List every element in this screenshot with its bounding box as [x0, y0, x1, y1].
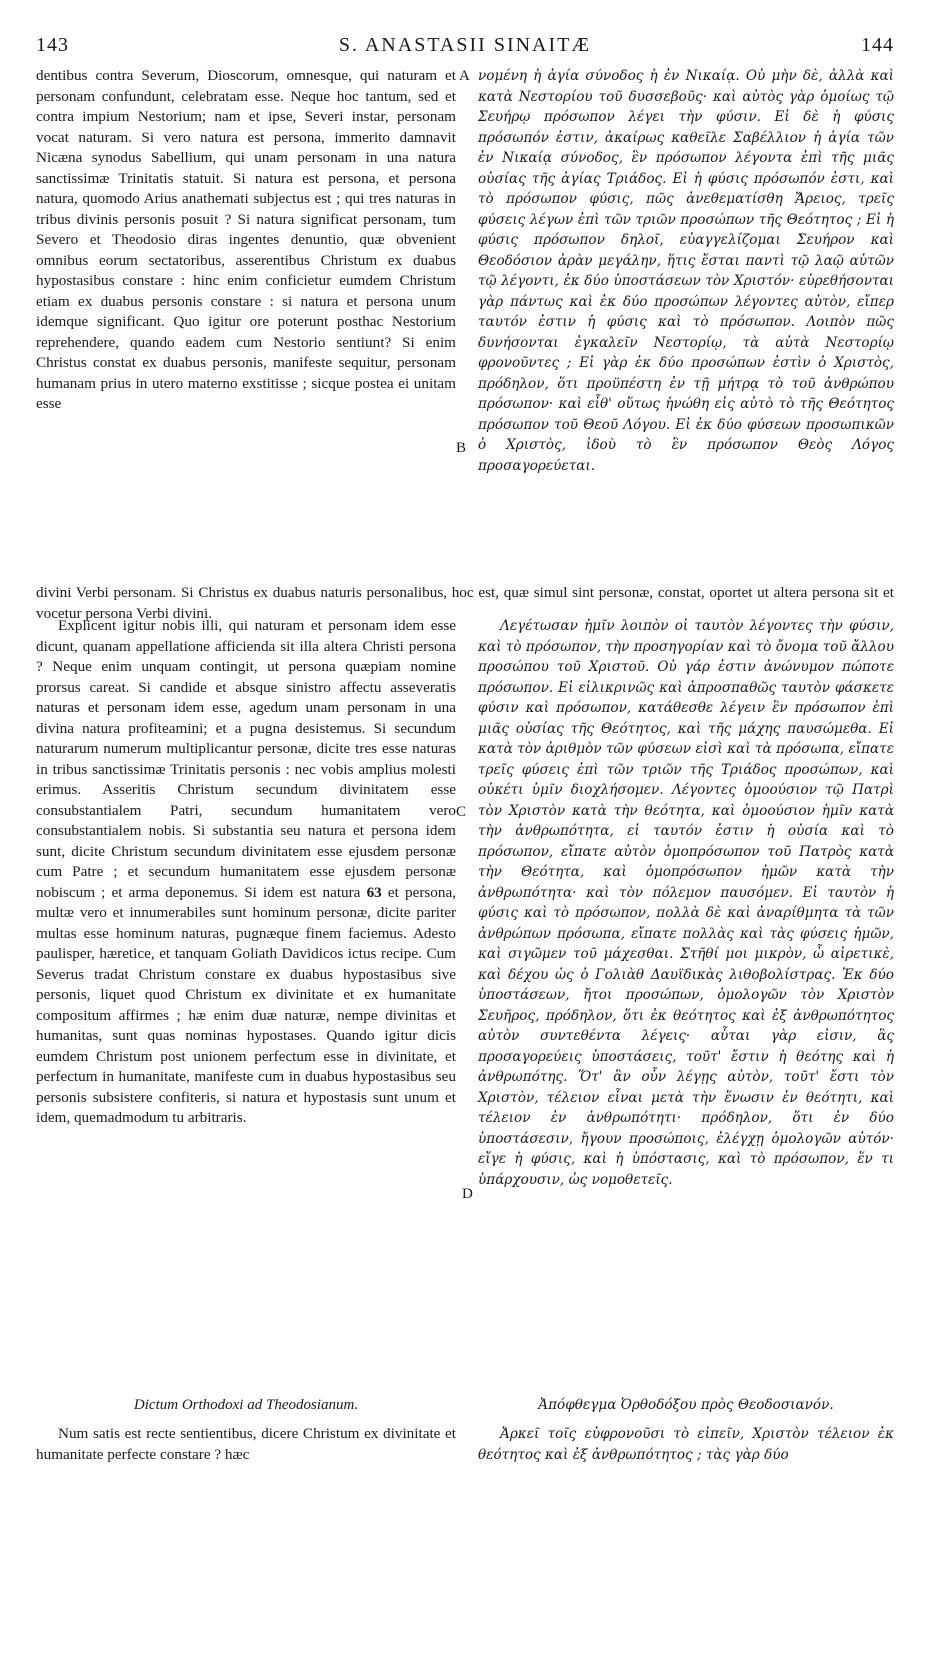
- greek-column-section2: [478, 616, 894, 1288]
- latin-paragraph-2: [36, 616, 456, 1129]
- margin-marker-c: C: [456, 804, 467, 820]
- running-title: S. ANASTASII SINAITÆ: [338, 34, 592, 56]
- page-header: [36, 34, 894, 60]
- inline-sheet-mark: 63: [366, 883, 382, 901]
- latin-section-heading: Dictum Orthodoxi ad Theodosianum.: [133, 1397, 359, 1413]
- latin-paragraph-2b: et persona, multæ vero et innumerabiles sunt hominum personæ, dicite pariter multas esse hominum naturas, pugnæque finem faciemus. Adesto paulisper, hæretice, et tanquam Goliath Davidicos ictus recipe. Cum Severus tradat Christum constare ex duabus hypostasibus sive personis, liquet quod Christum ex divinitate et ex humanitate compositum affirmes ; hæ enim duæ naturæ, nempe divinitas et humanitas, sunt quas nominas hypostases. Quando igitur dicis eumdem Christum post unionem perfectum esse in divinitate, et perfectum in humanitate, manifeste cum in duabus hypostasibus seu personis subsistere confiteris, si natura et hypostasis sunt unum et idem, quemadmodum tu arbitraris.: [36, 883, 457, 1126]
- margin-marker-d: D: [462, 1186, 473, 1202]
- latin-paragraph-3: Num satis est recte sentientibus, dicere Christum ex divinitate et humanitate perfecte constare ? hæc: [36, 1425, 456, 1463]
- page-number-right: 144: [861, 34, 894, 56]
- greek-paragraph-3: Ἀρκεῖ τοῖς εὐφρονοῦσι τὸ εἰπεῖν, Χριστὸν τέλειον ἐκ θεότητος καὶ ἐξ ἀνθρωπότητος ; τὰς γὰρ δύο: [478, 1426, 894, 1463]
- greek-column-section1: [478, 66, 894, 564]
- latin-column-section3: [36, 1424, 456, 1468]
- latin-column-section1: [36, 66, 456, 564]
- latin-full-width-line: [36, 568, 894, 622]
- margin-marker-b: B: [456, 440, 467, 456]
- margin-marker-a: A: [459, 68, 470, 84]
- greek-paragraph: νομένη ἡ ἁγία σύνοδος ἡ ἐν Νικαίᾳ. Οὐ μὴν δὲ, ἀλλὰ καὶ κατὰ Νεστορίου τοῦ δυσσεβοῦς· καὶ αὐτὸς γὰρ ὁμοίως τῷ Σευήρῳ πρόσωπον λέγει τὴν φύσιν. Εἰ δὲ ἡ φύσις πρόσωπόν ἐστιν, ἀκαίρως καθεῖλε Σαβέλλιον ἡ ἁγία τῶν ἐν Νικαίᾳ σύνοδος, ἓν πρόσωπον λέγοντα ἐπὶ τῆς μιᾶς οὐσίας τῆς ἁγίας Τριάδος. Εἰ ἡ φύσις πρόσωπόν ἐστι, καὶ τὸ πρόσωπον φύσις, πῶς ἀνεθεματίσθη Ἄρειος, τρεῖς φύσεις λέγων ἐπὶ τῶν τριῶν προσώπων τῆς Θεότητος ; Εἰ ἡ φύσις πρόσωπον δηλοῖ, εὐαγγελίζομαι Σευήρον καὶ Θεοδόσιον ἀρὰν μεγάλην, ἥτις ἔσται παντὶ τῷ λαῷ αὐτῶν τῷ λέγοντι, ἐκ δύο ὑποστάσεων τὸν Χριστόν· εὑρεθήσονται γὰρ πάντως καὶ ἐκ δύο προσώπων λέγοντες αὐτὸν, εἴπερ ταυτόν ἐστιν ἡ φύσις καὶ τὸ πρόσωπον. Λοιπὸν πῶς δυνήσονται ἐγκαλεῖν Νεστορίῳ, τὰ αὐτὰ Νεστορίῳ φρονοῦντες ; Εἰ γὰρ ἐκ δύο προσώπων ἐστὶν ὁ Χριστὸς, πρόδηλον, ὅτι προϋπέστη ἐν τῇ μήτρᾳ τὸ τοῦ ἀνθρώπου πρόσωπον· καὶ εἶθ' οὕτως ἡνώθη εἰς αὐτὸ τὸ τῆς Θεότητος πρόσωπον τοῦ Θεοῦ Λόγου. Εἰ ἐκ δύο φύσεων προσωπικῶν ὁ Χριστὸς, ἰδοὺ τὸ ἓν πρόσωπον Θεὸς Λόγος προσαγορεύεται.: [478, 68, 894, 474]
- latin-full-width-text: divini Verbi personam. Si Christus ex duabus naturis personalibus, hoc est, quæ simul sint personæ, constat, oportet ut altera persona sit et vocetur persona Verbi divini.: [36, 584, 894, 622]
- greek-column-section3: [478, 1424, 894, 1468]
- greek-section-heading: Ἀπόφθεγμα Ὀρθοδόξου πρὸς Θεοδοσιανόν.: [538, 1397, 834, 1413]
- page-number-left: 143: [36, 34, 69, 56]
- latin-column-section2: [36, 616, 456, 1670]
- latin-paragraph: dentibus contra Severum, Dioscorum, omnesque, qui naturam et personam confundunt, celebratam esse. Neque hoc tantum, sed et contra impium Nestorium; nam et ipse, Severi instar, personam vocat naturam. Si vero natura est persona, immerito damnavit Nicæna synodus Sabellium, qui unam personam in una natura sanctissimæ Trinitatis statuit. Si natura est persona, et persona natura, quomodo Arius anathemati subjectus est ; qui tres naturas in tribus divinis personis posuit ? Si natura significat personam, tum Severo et Theodosio diras ingentes denuntio, quæ obvenient omnibus eorum sectatoribus, asserentibus Christum ex duabus hypostasibus constare : hinc enim conficietur eumdem Christum etiam ex duabus personis constare : si natura et persona unum idemque significant. Quo igitur ore poterunt posthac Nestorium reprehendere, quando eadem cum Nestorio sentiunt? Si enim Christus constat ex duabus personis, manifeste sequitur, personam humanam prius in utero materno exstitisse ; sicque postea ei unitam esse: [36, 67, 456, 412]
- greek-paragraph-2: Λεγέτωσαν ἡμῖν λοιπὸν οἱ ταυτὸν λέγοντες τὴν φύσιν, καὶ τὸ πρόσωπον, τὴν προσηγορίαν καὶ τὸ ὄνομα τοῦ ἄλλου προσώπου τοῦ Χριστοῦ. Οὐ γάρ ἐστιν ἀνώνυμον πώποτε πρόσωπον. Εἰ εἰλικρινῶς καὶ ἀπροσπαθῶς ταυτὸν φάσκετε φύσιν καὶ πρόσωπον, κατάθεσθε λέγειν ἓν πρόσωπον ἐπὶ μιᾶς οὐσίας τῆς Θεότητος, καὶ τῆς μάχης παυσώμεθα. Εἰ κατὰ τὸν ἀριθμὸν τῶν φύσεων εἰσὶ καὶ τὰ πρόσωπα, εἴπατε τρεῖς φύσεις ἐπὶ τῶν τριῶν τῆς Τριάδος προσώπων, καὶ οὐκέτι ὑμῖν διοχλήσομεν. Λέγοντες ὁμοούσιον τῷ Πατρὶ τὸν Χριστὸν κατὰ τὴν θεότητα, καὶ ὁμοούσιον ἡμῖν κατὰ τὴν ἀνθρωπότητα, εἰ ταυτόν ἐστιν ἡ οὐσία καὶ τὸ πρόσωπον, εἴπατε αὐτὸν ὁμοπρόσωπον τοῦ Πατρὸς κατὰ τὴν Θεότητα, καὶ ὁμοπρόσωπον ἡμῶν κατὰ τὴν ἀνθρωπότητα· καὶ τὸν πόλεμον παυσόμεν. Εἰ ταυτὸν ἡ φύσις καὶ τὸ πρόσωπον, πολλὰ δὲ καὶ ἀναρίθμητα τὰ τῶν ἀνθρώπων πρόσωπα, εἴπατε πολλὰς καὶ τὰς φύσεις ἡμῶν, καὶ σιγῶμεν τοῦ μάχεσθαι. Στῆθί μοι μικρὸν, ὦ αἱρετικὲ, καὶ δέχου ὡς ὁ Γολιὰθ Δαυϊδικὰς λιθοβολίστρας. Ἐκ δύο ὑποστάσεων, ἤτοι προσώπων, ὁμολογῶν τὸν Χριστὸν Σευῆρος, πρόδηλον, ὅτι ἐκ θεότητος καὶ ἐξ ἀνθρωπότητος αὐτὸν συντεθέντα λέγεις· αὗται γὰρ εἰσιν, ἃς προσαγορεύεις ὑποστάσεις, τοῦτ' ἔστιν ἡ θεότης καὶ ἡ ἀνθρωπότης. Ὅτ' ἂν οὖν λέγῃς αὐτὸν, τοῦτ' ἔστι τὸν Χριστὸν, τέλειον εἶναι μετὰ τὴν ἕνωσιν ἐν θεότητι, καὶ τέλειον ἐν ἀνθρωπότητι· πρόδηλον, ὅτι ἐν δύο ὑποστάσεσιν, ἤγουν προσώποις, ἐλέγχῃ ὁμολογῶν αὐτόν· εἴγε ἡ φύσις, καὶ ἡ ὑπόστασις, καὶ τὸ πρόσωπον, ἕν τι ὑπάρχουσιν, ὡς νομοθετεῖς.: [478, 618, 894, 1188]
- latin-paragraph-2a: Explicent igitur nobis illi, qui naturam et personam idem esse dicunt, quanam appellatione afficienda sit illa altera Christi persona ? Neque enim unquam contingit, ut persona quæpiam nomine prorsus careat. Si candide et absque sinistro affectu asseveratis naturas et personam idem esse, agedum unam personam in una divina natura profiteamini; et a pugna desistemus. Si secundum naturarum numerum multiplicantur personæ, dicite tres esse naturas in tribus sanctissimæ Trinitatis personis : nec vobis amplius molesti erimus. Asseritis Christum secundum divinitatem esse consubstantialem Patri, secundum humanitatem vero consubstantialem nobis. Si substantia seu natura et persona idem sunt, dicite Christum secundum divinitatem esse ejusdem personæ cum Patre ; et secundum humanitatem esse ejusdem personæ nobiscum ; et arma deponemus. Si idem est natura: [36, 617, 456, 901]
